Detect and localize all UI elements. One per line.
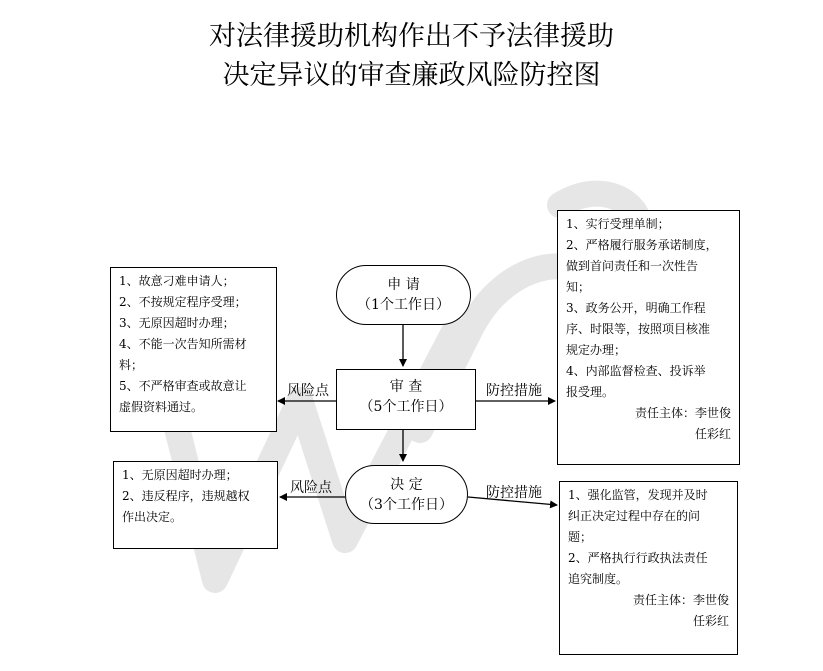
risk-decide-line: 1、无原因超时办理； (122, 468, 238, 482)
control-review-line: 报受理。 (566, 385, 615, 399)
control-review-line: 知； (566, 280, 591, 294)
control-review-line: 规定办理； (566, 343, 627, 357)
title-line-2: 决定异议的审查廉政风险防控图 (222, 60, 601, 91)
control-review-line: 序、时限等，按照项目核准 (566, 322, 711, 336)
responsible-party-decide-2: 任彩红 (692, 614, 729, 628)
flow-node-decide (345, 465, 468, 524)
risk-points-review-box (110, 267, 277, 432)
flow-node-review (336, 369, 476, 430)
risk-decide-line: 2、违反程序，违规越权 (122, 489, 250, 503)
risk-review-line: 3、无原因超时办理； (119, 316, 235, 330)
control-review-line: 1、实行受理单制； (566, 217, 670, 231)
control-review-line: 3、政务公开，明确工作程 (566, 301, 706, 315)
title-line-1: 对法律援助机构作出不予法律援助 (209, 21, 614, 52)
control-decide-line: 2、严格执行行政执法责任 (568, 551, 708, 565)
decide-duration: （3个工作日） (360, 497, 453, 513)
risk-review-line: 虚假资料通过。 (119, 400, 204, 414)
control-review-line: 2、严格履行服务承诺制度， (566, 238, 718, 252)
control-decide-line: 纠正决定过程中存在的问 (568, 509, 701, 523)
control-review-line: 做到首问责任和一次性告 (566, 259, 699, 273)
review-duration: （5个工作日） (359, 399, 453, 415)
control-decide-line: 1、强化监管，发现并及时 (568, 488, 708, 502)
control-decide-line: 追究制度。 (568, 572, 629, 586)
risk-points-decide-box (113, 461, 278, 549)
control-measures-label-review: 防控措施 (486, 383, 542, 399)
flow-node-apply (336, 265, 471, 325)
risk-review-line: 5、不严格审查或故意让 (119, 379, 247, 393)
control-measures-decide-box (559, 481, 738, 655)
apply-duration: （1个工作日） (357, 297, 450, 313)
risk-point-label-decide: 风险点 (290, 480, 332, 496)
decide-label: 决 定 (390, 477, 423, 493)
control-decide-line: 题； (568, 530, 593, 544)
control-measures-label-decide: 防控措施 (486, 485, 542, 501)
responsible-party-decide: 责任主体：李世俊 (632, 593, 729, 607)
control-measures-review-box (557, 210, 740, 465)
responsible-party-review: 责任主体：李世俊 (634, 406, 731, 420)
risk-decide-line: 作出决定。 (122, 510, 183, 524)
control-review-line: 4、内部监督检查、投诉举 (566, 364, 706, 378)
risk-review-line: 1、故意刁难申请人； (119, 274, 235, 288)
risk-review-line: 4、不能一次告知所需材 (119, 337, 247, 351)
risk-review-line: 料； (119, 358, 144, 372)
review-label: 审 查 (389, 379, 423, 395)
responsible-party-review-2: 任彩红 (694, 427, 731, 441)
risk-review-line: 2、不按规定程序受理； (119, 295, 247, 309)
apply-label: 申 请 (387, 277, 420, 293)
risk-point-label-review: 风险点 (287, 383, 329, 399)
